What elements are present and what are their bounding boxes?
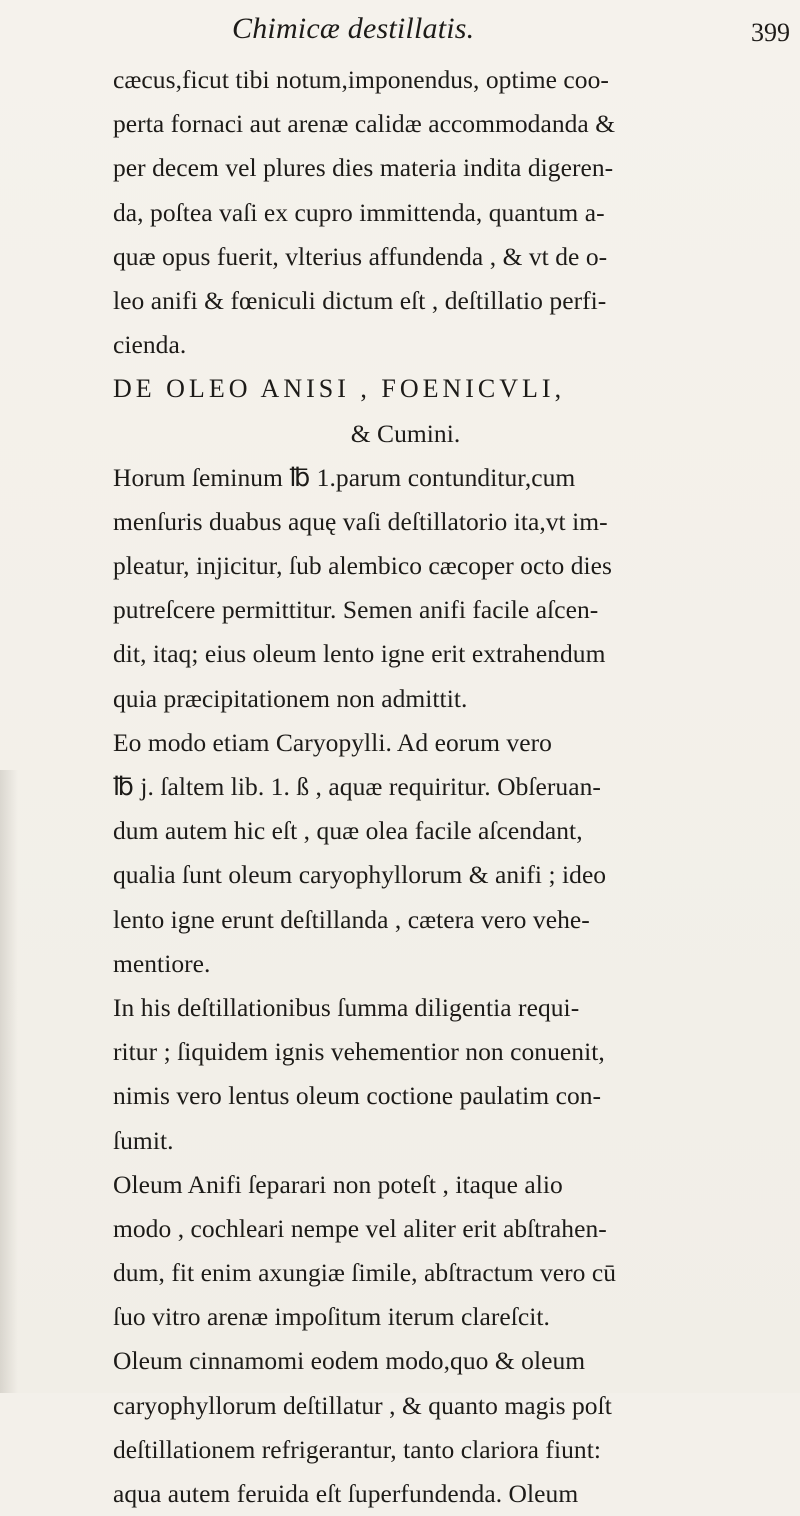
text-line: deſtillationem refrigerantur, tanto clariora fiunt: [113, 1434, 601, 1464]
text-line: lento igne erunt deſtillanda , cætera vero vehe- [113, 904, 590, 934]
text-line: cienda. [113, 330, 187, 360]
text-line: quæ opus fuerit, vlterius affundenda , & vt de o- [113, 241, 608, 271]
text-line: perta fornaci aut arenæ calidæ accommodanda & [113, 109, 616, 139]
text-line: Eo modo etiam Caryopylli. Ad eorum vero [113, 727, 552, 757]
text-line: pleatur, injicitur, ſub alembico cæcoper octo dies [113, 551, 612, 581]
text-line: aqua autem feruida eſt ſuperfundenda. Oleum [113, 1479, 579, 1508]
text-line: nimis vero lentus oleum coctione paulatim con- [113, 1081, 602, 1111]
text-line: per decem vel plures dies materia indita digeren- [113, 153, 614, 183]
text-line: ſumit. [113, 1125, 174, 1155]
text-line: leo anifi & fœniculi dictum eſt , deſtillatio perfi- [113, 285, 607, 315]
section-subheading: & Cumini. [350, 418, 461, 448]
section-heading: DE OLEO ANISI , FOENICVLI, [113, 374, 566, 404]
text-line: putreſcere permittitur. Semen anifi facile aſcen- [113, 595, 599, 625]
text-line: modo , cochleari nempe vel aliter erit abſtrahen- [113, 1213, 607, 1243]
text-line: quia præcipitationem non admittit. [113, 683, 468, 713]
text-line: menſuris duabus aquę vaſi deſtillatorio ita,vt im- [113, 506, 608, 536]
body-text [113, 58, 698, 1516]
text-line: da, poſtea vaſi ex cupro immittenda, quantum a- [113, 197, 605, 227]
binding-shadow [0, 770, 18, 1393]
text-line: Oleum cinnamomi eodem modo,quo & oleum [113, 1346, 586, 1376]
text-line: ſuo vitro arenæ impoſitum iterum clareſcit. [113, 1302, 550, 1332]
text-line: mentiore. [113, 948, 211, 978]
page-number: 399 [751, 18, 790, 47]
text-line: Horum ſeminum ℔ 1.parum contunditur,cum [113, 462, 576, 492]
text-line: dum autem hic eſt , quæ olea facile aſcendant, [113, 816, 583, 846]
running-head: Chimicæ destillatis. [232, 12, 475, 45]
text-line: ritur ; ſiquidem ignis vehementior non conuenit, [113, 1037, 605, 1067]
text-line: In his deſtillationibus ſumma diligentia requi- [113, 992, 580, 1022]
text-line: caryophyllorum deſtillatur , & quanto magis poſt [113, 1390, 612, 1420]
text-line: dum, fit enim axungiæ ſimile, abſtractum vero cū [113, 1258, 617, 1288]
text-line: cæcus,ficut tibi notum,imponendus, optime coo- [113, 65, 609, 94]
text-line: ℔ j. ſaltem lib. 1. ß , aquæ requiritur. Obſeruan- [113, 772, 601, 801]
page-header [0, 8, 800, 58]
text-line: Oleum Anifi ſeparari non poteſt , itaque alio [113, 1169, 563, 1199]
text-line: qualia ſunt oleum caryophyllorum & anifi ; ideo [113, 860, 607, 890]
text-line: dit, itaq; eius oleum lento igne erit extrahendum [113, 639, 606, 669]
